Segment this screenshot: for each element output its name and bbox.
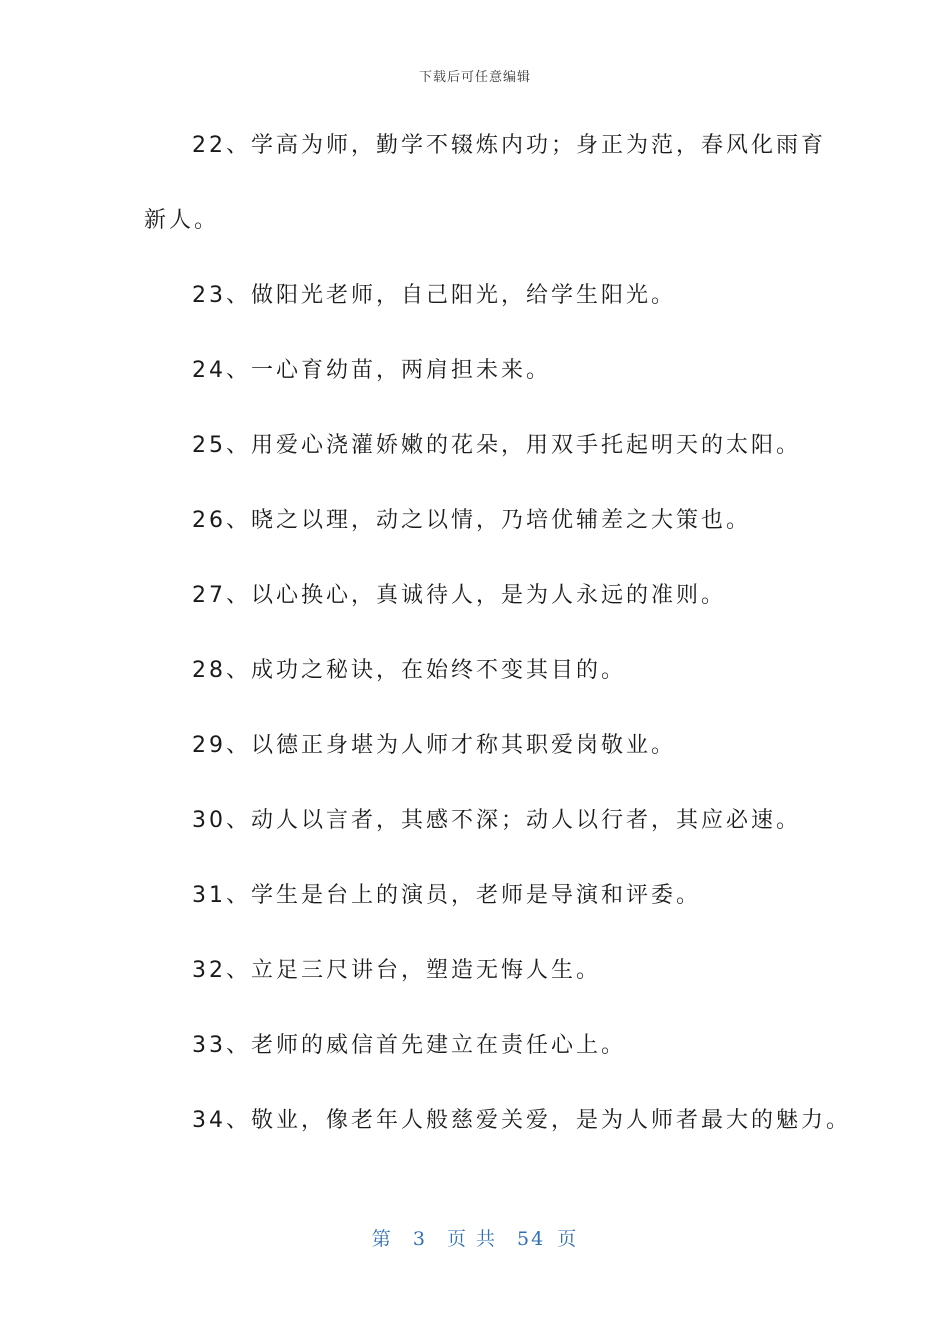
list-item: 32、立足三尺讲台，塑造无悔人生。 [192, 958, 601, 983]
list-item: 31、学生是台上的演员，老师是导演和评委。 [192, 883, 701, 908]
list-item: 26、晓之以理，动之以情，乃培优辅差之大策也。 [192, 508, 751, 533]
footer-prefix: 第 [371, 1228, 393, 1250]
list-item: 30、动人以言者，其感不深；动人以行者，其应必速。 [192, 808, 801, 833]
list-item: 28、成功之秘诀，在始终不变其目的。 [192, 658, 626, 683]
footer-total-pages: 54 [517, 1228, 546, 1250]
footer-page-number: 3 [412, 1228, 427, 1250]
page-header: 下载后可任意编辑 [418, 70, 531, 85]
list-item: 22、学高为师，勤学不辍炼内功；身正为范，春风化雨育 [192, 133, 826, 158]
footer-suffix: 页 [557, 1228, 579, 1250]
list-item: 33、老师的威信首先建立在责任心上。 [192, 1033, 626, 1058]
page-footer [0, 1224, 950, 1251]
footer-middle: 页 共 [446, 1228, 497, 1250]
list-item: 34、敬业，像老年人般慈爱关爱，是为人师者最大的魅力。 [192, 1108, 851, 1133]
list-item: 25、用爱心浇灌娇嫩的花朵，用双手托起明天的太阳。 [192, 433, 801, 458]
document-body [144, 118, 851, 1168]
list-item: 29、以德正身堪为人师才称其职爱岗敬业。 [192, 733, 676, 758]
list-item-continuation: 新人。 [144, 208, 220, 233]
list-item: 23、做阳光老师，自己阳光，给学生阳光。 [192, 283, 676, 308]
list-item: 24、一心育幼苗，两肩担未来。 [192, 358, 551, 383]
list-item: 27、以心换心，真诚待人，是为人永远的准则。 [192, 583, 726, 608]
